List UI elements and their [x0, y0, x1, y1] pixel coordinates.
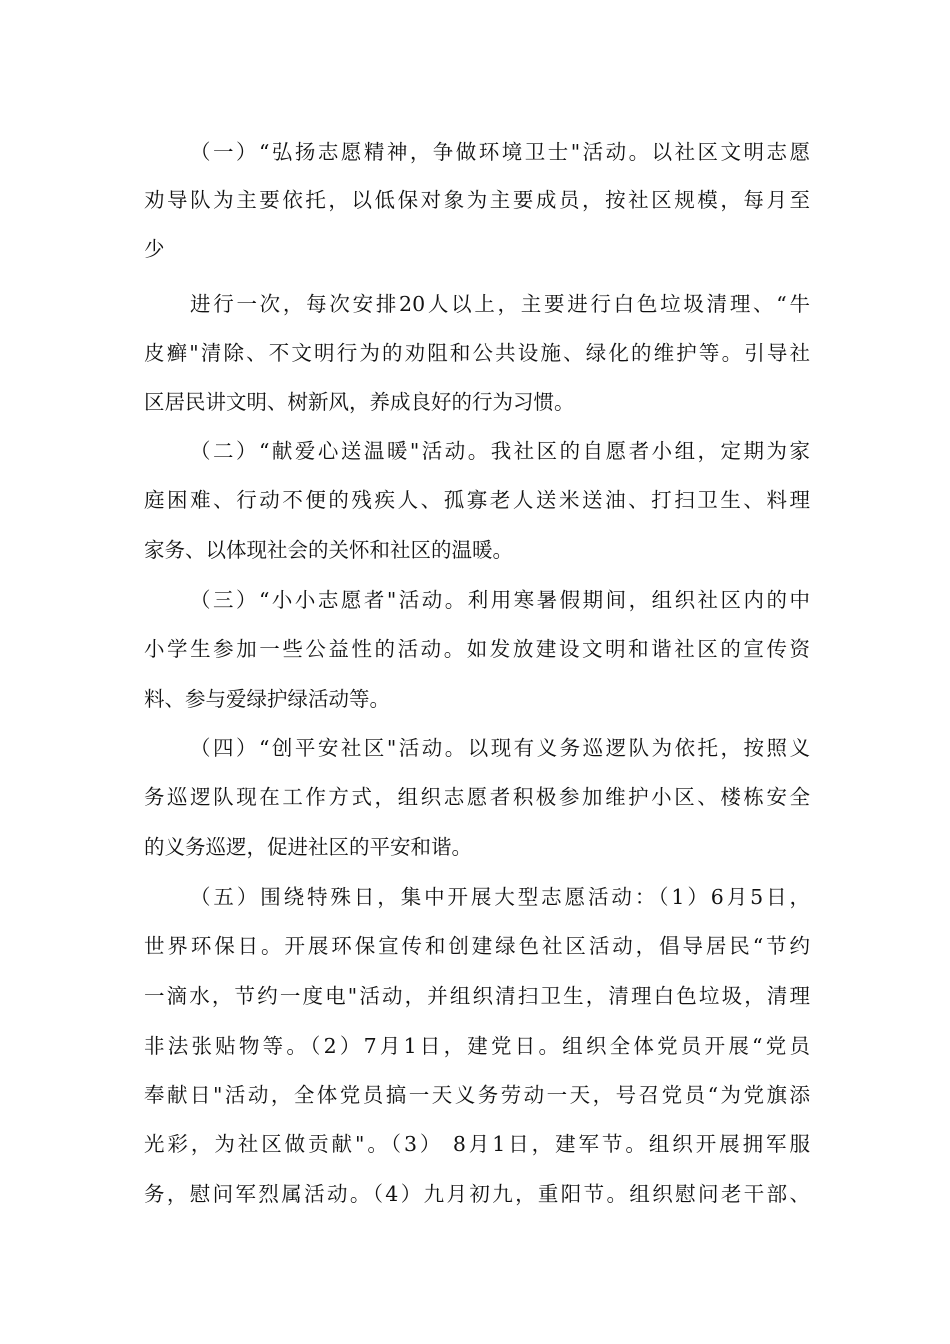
- text-line: 进行一次，每次安排20人以上，主要进行白色垃圾清理、“牛: [190, 292, 810, 316]
- text-line: （二）“献爱心送温暖"活动。我社区的自愿者小组，定期为家: [190, 439, 810, 463]
- text-line: 小学生参加一些公益性的活动。如发放建设文明和谐社区的宣传资: [144, 637, 810, 661]
- text-line: 光彩，为社区做贡献"。（3） 8月1日，建军节。组织开展拥军服: [144, 1132, 810, 1156]
- text-line: 非法张贴物等。（2）7月1日，建党日。组织全体党员开展“党员: [144, 1034, 810, 1058]
- text-line: 家务、以体现社会的关怀和社区的温暖。: [144, 538, 513, 562]
- text-line: 皮癣"清除、不文明行为的劝阻和公共设施、绿化的维护等。引导社: [144, 341, 810, 365]
- text-line: 务，慰问军烈属活动。（4）九月初九，重阳节。组织慰问老干部、: [144, 1182, 810, 1206]
- text-line: 劝导队为主要依托，以低保对象为主要成员，按社区规模，每月至: [144, 188, 810, 212]
- text-line: 世界环保日。开展环保宣传和创建绿色社区活动，倡导居民“节约: [144, 934, 810, 958]
- text-line: （五）围绕特殊日，集中开展大型志愿活动：（1）6月5日，: [190, 885, 810, 909]
- text-line: （三）“小小志愿者"活动。利用寒暑假期间，组织社区内的中: [190, 588, 810, 612]
- text-line: 奉献日"活动，全体党员搞一天义务劳动一天，号召党员“为党旗添: [144, 1083, 810, 1107]
- text-line: 的义务巡逻，促进社区的平安和谐。: [144, 835, 472, 859]
- text-line: 区居民讲文明、树新风，养成良好的行为习惯。: [144, 390, 575, 414]
- text-line: 少: [144, 237, 165, 261]
- text-line: （一）“弘扬志愿精神，争做环境卫士"活动。以社区文明志愿: [190, 140, 810, 164]
- text-line: 务巡逻队现在工作方式，组织志愿者积极参加维护小区、楼栋安全: [144, 785, 810, 809]
- text-line: （四）“创平安社区"活动。以现有义务巡逻队为依托，按照义: [190, 736, 810, 760]
- text-line: 一滴水，节约一度电"活动，并组织清扫卫生，清理白色垃圾，清理: [144, 984, 810, 1008]
- text-line: 料、参与爱绿护绿活动等。: [144, 687, 390, 711]
- text-line: 庭困难、行动不便的残疾人、孤寡老人送米送油、打扫卫生、料理: [144, 488, 810, 512]
